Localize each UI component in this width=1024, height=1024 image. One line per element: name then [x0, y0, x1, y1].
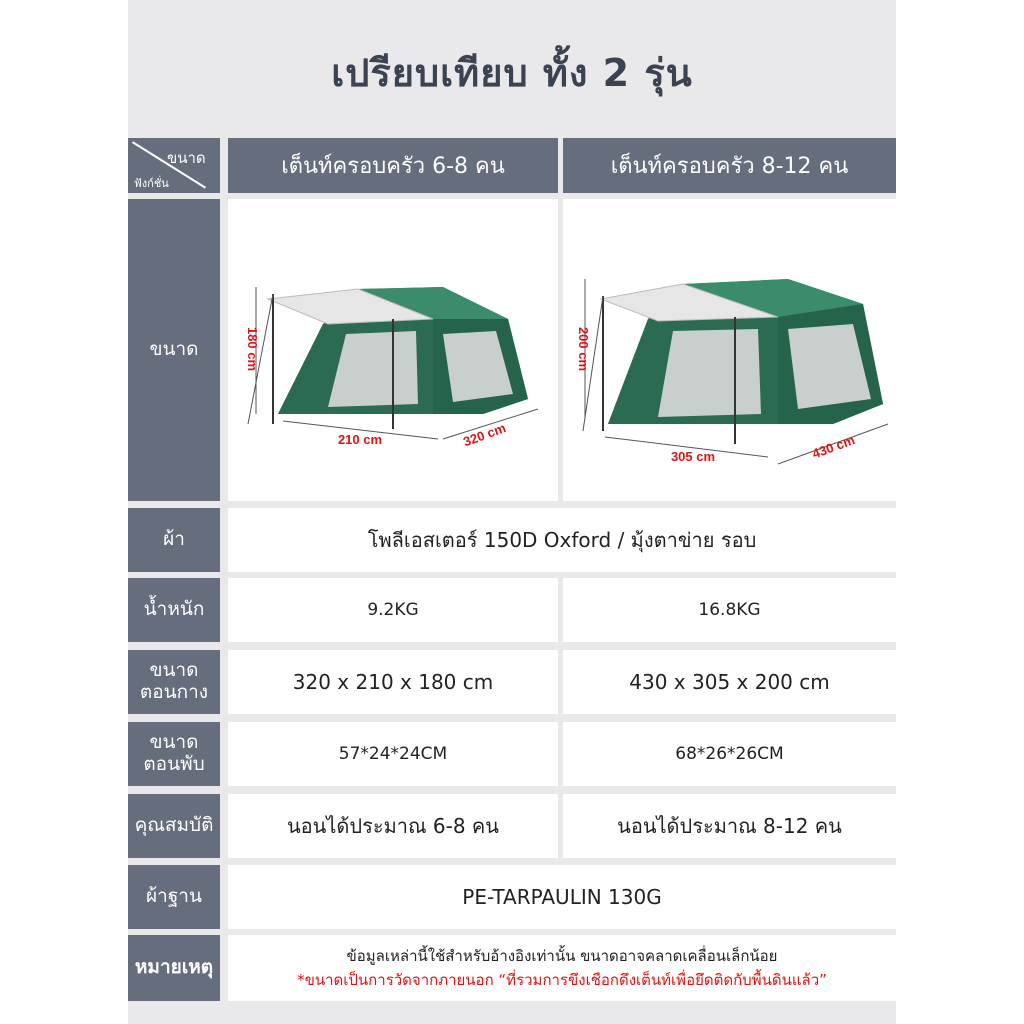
corner-size-label: ขนาด	[167, 149, 206, 167]
large-tent-height-label: 200 cm	[576, 326, 591, 372]
corner-function-label: ฟังก์ชั่น	[134, 177, 169, 190]
tent-illustration-small	[228, 199, 558, 501]
row-label-fabric: ผ้า	[128, 508, 220, 572]
remark-box	[228, 935, 896, 1001]
tent-image-large	[563, 199, 896, 501]
large-tent-width-label: 305 cm	[670, 449, 716, 464]
setup-size-large-tent: 430 x 305 x 200 cm	[563, 650, 896, 714]
row-label-folded-size-line2: ตอนพับ	[143, 753, 205, 775]
large-tent-depth-label: 430 cm	[810, 432, 857, 462]
row-label-setup-size-line1: ขนาด	[149, 659, 199, 682]
row-label-setup-size	[128, 650, 220, 714]
small-tent-depth-label: 320 cm	[461, 420, 508, 450]
row-label-size: ขนาด	[128, 199, 220, 501]
fabric-value: โพลีเอสเตอร์ 150D Oxford / มุ้งตาข่าย รอบ	[228, 508, 896, 572]
feature-small-tent: นอนได้ประมาณ 6-8 คน	[228, 794, 558, 858]
row-label-setup-size-line2: ตอนกาง	[139, 681, 209, 703]
row-label-remark: หมายเหตุ	[128, 935, 220, 1001]
row-label-folded-size-line1: ขนาด	[149, 731, 199, 754]
weight-large-tent: 16.8KG	[563, 578, 896, 642]
row-label-feature: คุณสมบัติ	[128, 794, 220, 858]
floor-value: PE-TARPAULIN 130G	[228, 865, 896, 929]
tent-illustration-large	[563, 199, 896, 501]
tent-image-small	[228, 199, 558, 501]
row-label-folded-size	[128, 722, 220, 786]
setup-size-small-tent: 320 x 210 x 180 cm	[228, 650, 558, 714]
column-header-large-tent: เต็นท์ครอบครัว 8-12 คน	[563, 138, 896, 193]
feature-large-tent: นอนได้ประมาณ 8-12 คน	[563, 794, 896, 858]
small-tent-height-label: 180 cm	[245, 326, 260, 372]
row-label-floor: ผ้าฐาน	[128, 865, 220, 929]
folded-size-small-tent: 57*24*24CM	[228, 722, 558, 786]
small-tent-width-label: 210 cm	[337, 432, 383, 447]
row-label-weight: น้ำหนัก	[128, 578, 220, 642]
page-title: เปรียบเทียบ ทั้ง 2 รุ่น	[331, 51, 693, 95]
folded-size-large-tent: 68*26*26CM	[563, 722, 896, 786]
column-header-small-tent: เต็นท์ครอบครัว 6-8 คน	[228, 138, 558, 193]
weight-small-tent: 9.2KG	[228, 578, 558, 642]
remark-line-2: *ขนาดเป็นการวัดจากภายนอก “ที่รวมการขึงเชือกดึงเต็นท์เพื่อยึดติดกับพื้นดินแล้ว”	[297, 971, 827, 989]
remark-line-1: ข้อมูลเหล่านี้ใช้สำหรับอ้างอิงเท่านั้น ขนาดอาจคลาดเคลื่อนเล็กน้อย	[346, 947, 778, 965]
